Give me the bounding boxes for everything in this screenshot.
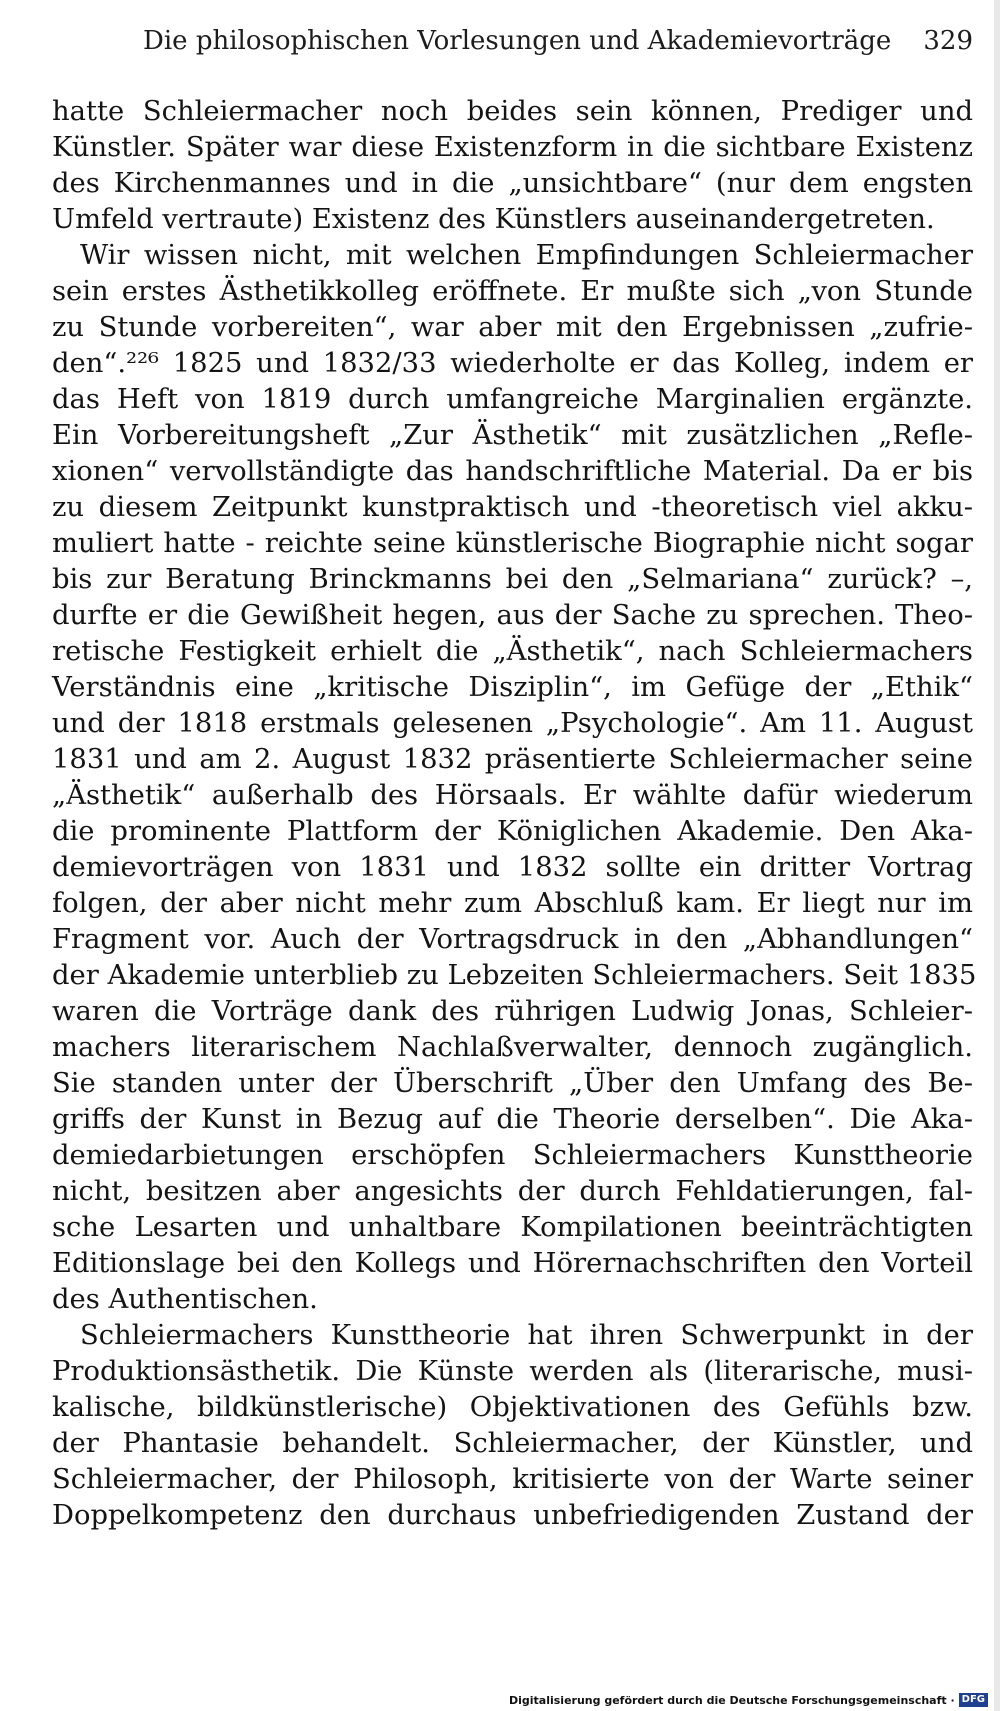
text-line: bis zur Beratung Brinckmanns bei den „Selmariana“ zurück? –, <box>52 564 973 595</box>
text-line: Doppelkompetenz den durchaus unbefriedigenden Zustand der <box>52 1500 973 1531</box>
text-line: „Ästhetik“ außerhalb des Hörsaals. Er wählte dafür wiederum <box>52 780 973 811</box>
text-line: der Phantasie behandelt. Schleiermacher, der Künstler, und <box>52 1428 973 1459</box>
text-line: waren die Vorträge dank des rührigen Ludwig Jonas, Schleier- <box>52 996 973 1027</box>
text-line: retische Festigkeit erhielt die „Ästhetik“, nach Schleiermachers <box>52 636 973 667</box>
text-line: Künstler. Später war diese Existenzform in die sichtbare Existenz <box>52 132 973 163</box>
text-line: nicht, besitzen aber angesichts der durch Fehldatierungen, fal- <box>52 1176 973 1207</box>
digitization-credit <box>509 1693 988 1707</box>
page-edge-strip <box>994 0 1000 1711</box>
text-line: hatte Schleiermacher noch beides sein können, Prediger und <box>52 96 973 127</box>
text-line: machers literarischem Nachlaßverwalter, dennoch zugänglich. <box>52 1032 973 1063</box>
text-line: die prominente Plattform der Königlichen Akademie. Den Aka- <box>52 816 973 847</box>
text-line: folgen, der aber nicht mehr zum Abschluß kam. Er liegt nur im <box>52 888 973 919</box>
text-line: den“.²²⁶ 1825 und 1832/33 wiederholte er das Kolleg, indem er <box>52 348 973 379</box>
text-line: kalische, bildkünstlerische) Objektivationen des Gefühls bzw. <box>52 1392 973 1423</box>
text-line: Wir wissen nicht, mit welchen Empfindungen Schleiermacher <box>80 240 973 271</box>
text-line: und der 1818 erstmals gelesenen „Psychologie“. Am 11. August <box>52 708 973 739</box>
text-line: demiedarbietungen erschöpfen Schleiermachers Kunsttheorie <box>52 1140 973 1171</box>
running-title: Die philosophischen Vorlesungen und Akademievorträge <box>143 26 892 56</box>
dfg-logo: DFG <box>959 1693 988 1707</box>
text-line: durfte er die Gewißheit hegen, aus der Sache zu sprechen. Theo- <box>52 600 973 631</box>
text-line: Editionslage bei den Kollegs und Hörernachschriften den Vorteil <box>52 1248 973 1279</box>
text-line: zu Stunde vorbereiten“, war aber mit den Ergebnissen „zufrie- <box>52 312 973 343</box>
text-line: des Kirchenmannes und in die „unsichtbare“ (nur dem engsten <box>52 168 973 199</box>
body-text <box>52 94 977 1534</box>
text-line: Fragment vor. Auch der Vortragsdruck in den „Abhandlungen“ <box>52 924 973 955</box>
page-number: 329 <box>923 26 973 56</box>
credit-text: Digitalisierung gefördert durch die Deutsche Forschungsgemeinschaft · <box>508 1693 955 1707</box>
text-line: Schleiermacher, der Philosoph, kritisierte von der Warte seiner <box>52 1464 973 1495</box>
text-line: Ein Vorbereitungsheft „Zur Ästhetik“ mit zusätzlichen „Refle- <box>52 420 973 451</box>
text-line: xionen“ vervollständigte das handschriftliche Material. Da er bis <box>52 456 973 487</box>
text-line: Verständnis eine „kritische Disziplin“, im Gefüge der „Ethik“ <box>52 672 973 703</box>
text-line: sche Lesarten und unhaltbare Kompilationen beeinträchtigten <box>52 1212 973 1243</box>
text-line: der Akademie unterblieb zu Lebzeiten Schleiermachers. Seit 1835 <box>52 960 977 991</box>
text-line: Produktionsästhetik. Die Künste werden als (literarische, musi- <box>52 1356 973 1387</box>
text-line: zu diesem Zeitpunkt kunstpraktisch und -theoretisch viel akku- <box>52 492 973 523</box>
text-line: das Heft von 1819 durch umfangreiche Marginalien ergänzte. <box>52 384 973 415</box>
text-line: 1831 und am 2. August 1832 präsentierte Schleiermacher seine <box>52 744 973 775</box>
text-line: des Authentischen. <box>52 1284 318 1315</box>
text-line: muliert hatte - reichte seine künstlerische Biographie nicht sogar <box>52 528 973 559</box>
running-header <box>143 22 973 62</box>
text-line: sein erstes Ästhetikkolleg eröffnete. Er mußte sich „von Stunde <box>52 276 973 307</box>
text-line: griffs der Kunst in Bezug auf die Theorie derselben“. Die Aka- <box>52 1104 973 1135</box>
text-line: Umfeld vertraute) Existenz des Künstlers auseinandergetreten. <box>52 204 935 235</box>
text-line: Sie standen unter der Überschrift „Über den Umfang des Be- <box>52 1068 973 1099</box>
text-line: demievorträgen von 1831 und 1832 sollte ein dritter Vortrag <box>52 852 973 883</box>
text-line: Schleiermachers Kunsttheorie hat ihren Schwerpunkt in der <box>80 1320 973 1351</box>
